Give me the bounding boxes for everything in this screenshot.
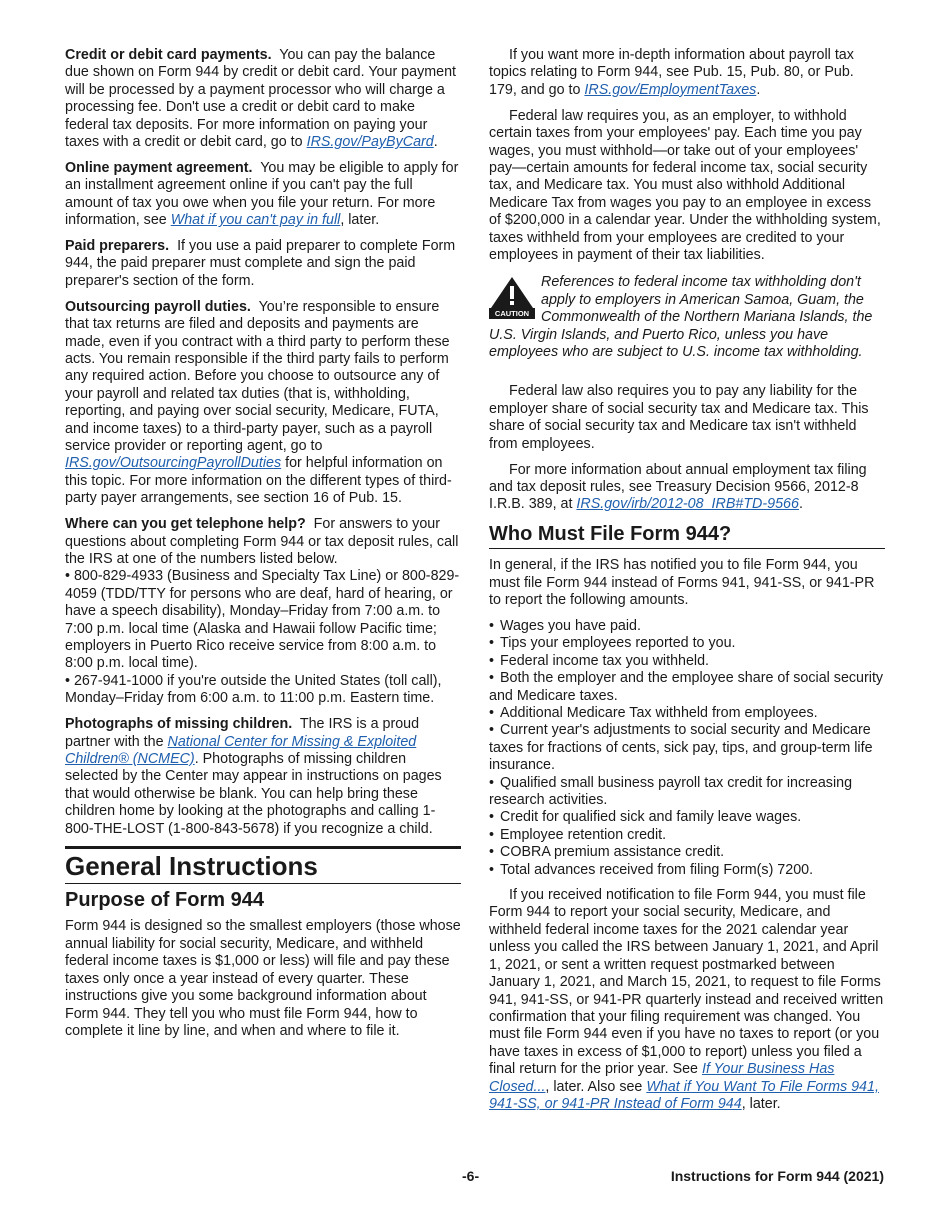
paragraph-text: If you use a paid preparer to complete Form 944, the paid preparer must complete and sign the paid preparer's section of the form. <box>65 238 456 289</box>
run-in-heading: Photographs of missing children. <box>65 716 293 733</box>
paragraph-telephone-help <box>65 516 461 568</box>
bullet-text: 800-829-4933 (Business and Specialty Tax Line) or 800-829-4059 (TDD/TTY for persons who are deaf, hard of hearing, or have a speech disability), Monday–Friday from 7:00 a.m. to 7:00 p.m. local time (Alaska and Hawaii follow Pacific time; employers in Puerto Rico receive service from 8:00 a.m. to 8:00 p.m. local time). <box>65 568 460 672</box>
bullet-text: 267-941-1000 if you're outside the United States (toll call), Monday–Friday from 6:00 a.m. to 11:00 p.m. Eastern time. <box>65 672 442 707</box>
list-item: • Both the employer and the employee share of social security and Medicare taxes. <box>489 670 885 705</box>
paragraph-text-end: for helpful information on this topic. For more information on the different types of third-party payer arrangements, see section 16 of Pub. 15. <box>65 455 452 507</box>
run-in-heading: Online payment agreement. <box>65 159 253 176</box>
paragraph-notification <box>489 887 885 1113</box>
caution-icon <box>489 276 535 320</box>
link-cant-pay-in-full[interactable]: What if you can't pay in full <box>170 212 341 229</box>
paragraph-outsourcing <box>65 299 461 508</box>
heading-who-must-file: Who Must File Form 944? <box>489 522 885 549</box>
paragraph-text: You can pay the balance due shown on Form 944 by credit or debit card. Your payment will be processed by a payment processor who will charge a processing fee. Don't use a credit or debit card to make federal tax deposits. For more information on paying your taxes with a credit or debit card, go to <box>65 47 457 151</box>
link-irb-td-9566[interactable]: IRS.gov/irb/2012-08_IRB#TD-9566 <box>576 496 799 513</box>
paragraph-text-end: , later. <box>340 212 380 229</box>
right-column <box>489 47 885 1122</box>
paragraph-text-end: . <box>433 134 438 151</box>
paragraph-employer-share: Federal law also requires you to pay any liability for the employer share of social security tax and Medicare tax. This share of social security tax and Medicare tax isn't withheld from employees. <box>489 383 869 452</box>
bullet-item: • 800-829-4933 (Business and Specialty Tax Line) or 800-829-4059 (TDD/TTY for persons who are deaf, hard of hearing, or have a speech disability), Monday–Friday from 7:00 a.m. to 7:00 p.m. local time (Alaska and Hawaii follow Pacific time; employers in Puerto Rico receive service from 8:00 a.m. to 8:00 p.m. local time). <box>65 568 460 672</box>
paragraph-withhold: Federal law requires you, as an employer, to withhold certain taxes from your employees' pay. Each time you pay wages, you must withhold—or take out of your employees' pay—certain amounts for federal income tax, social security tax, and Medicare tax. You must also withhold Additional Medicare Tax from wages you pay to an employee in excess of $200,000 in a calendar year. Under the withholding system, taxes withheld from your employees are credited to your employees in payment of their tax liabilities. <box>489 107 881 263</box>
run-in-heading: Outsourcing payroll duties. <box>65 298 251 315</box>
list-item: • Credit for qualified sick and family leave wages. <box>489 809 885 826</box>
list-item: • Additional Medicare Tax withheld from employees. <box>489 705 885 722</box>
paragraph-text: If you received notification to file Form 944, you must file Form 944 to report your social security, Medicare, and withheld federal income taxes for the 2021 calendar year unless you called the IRS between January 1, 2021, and April 1, 2021, or sent a written request postmarked between January 1, 2021, and March 15, 2021, to request to file Forms 941, 941-SS, or 941-PR quarterly instead and received written confirmation that your filing requirement was changed. You must file Form 944 even if you have no taxes to report (or you have taxes in excess of $1,000 to report) unless you filed a final return for the prior year. See <box>489 887 884 1078</box>
paragraph-text: If you want more in-depth information about payroll tax topics relating to Form 944, see Pub. 15, Pub. 80, or Pub. 179, and go to <box>489 47 854 98</box>
list-item: • COBRA premium assistance credit. <box>489 844 885 861</box>
link-business-closed[interactable]: If Your Business Has Closed... <box>489 1061 835 1095</box>
list-item: • Total advances received from filing Form(s) 7200. <box>489 862 885 879</box>
paragraph-text: You may be eligible to apply for an installment agreement online if you can't pay the full amount of tax you owe when you file your return. For more information, see <box>65 159 459 229</box>
run-in-heading: Paid preparers. <box>65 238 170 255</box>
heading-general-instructions: General Instructions <box>65 846 461 884</box>
link-ncmec[interactable]: National Center for Missing & Exploited Children® (NCMEC) <box>65 733 417 767</box>
paragraph-text: For answers to your questions about completing Form 944 or tax deposit rules, call the IRS at one of the numbers listed below. <box>65 516 459 567</box>
list-item: • Wages you have paid. <box>489 618 885 635</box>
page-number: -6- <box>462 1168 480 1184</box>
list-item: • Tips your employees reported to you. <box>489 635 885 652</box>
paragraph-text: For more information about annual employment tax filing and tax deposit rules, see Treasury Decision 9566, 2012-8 I.R.B. 389, at <box>489 461 867 513</box>
list-item: • Qualified small business payroll tax credit for increasing research activities. <box>489 775 885 810</box>
amounts-list <box>489 618 885 879</box>
paragraph-online-payment <box>65 160 461 230</box>
list-item: • Federal income tax you withheld. <box>489 653 885 670</box>
link-employment-taxes[interactable]: IRS.gov/EmploymentTaxes <box>584 81 757 98</box>
heading-purpose: Purpose of Form 944 <box>65 889 264 912</box>
paragraph-credit-card <box>65 47 461 151</box>
paragraph-text: The IRS is a proud partner with the <box>65 716 420 750</box>
paragraph-treasury-decision <box>489 462 885 514</box>
caution-note <box>489 274 885 361</box>
left-column <box>65 47 461 1049</box>
caution-label: CAUTION <box>489 308 535 319</box>
link-paybycard[interactable]: IRS.gov/PayByCard <box>306 134 434 151</box>
bullet-item: • 267-941-1000 if you're outside the United States (toll call), Monday–Friday from 6:00 a.m. to 11:00 p.m. Eastern time. <box>65 672 442 707</box>
caution-text: References to federal income tax withholding don't apply to employers in American Samoa, Guam, the Commonwealth of the Northern Mariana Islands, the U.S. Virgin Islands, and Puerto Rico, unless you have employees who are subject to U.S. income tax withholding. <box>489 274 873 360</box>
paragraph-text-end: . Photographs of missing children selected by the Center may appear in instructions on pages that would otherwise be blank. You can help bring these children home by looking at the photographs and calling 1-800-THE-LOST (1-800-843-5678) if you recognize a child. <box>65 750 442 837</box>
paragraph-text-end: , later. <box>741 1095 781 1112</box>
paragraph-who-must-file: In general, if the IRS has notified you to file Form 944, you must file Form 944 instead of Forms 941, 941-SS, or 941-PR to report the following amounts. <box>489 557 875 609</box>
paragraph-text-end: . <box>798 496 803 513</box>
paragraph-more-info <box>489 47 885 99</box>
paragraph-text-mid: , later. Also see <box>545 1078 647 1095</box>
link-file-941-instead[interactable]: What if You Want To File Forms 941, 941-SS, or 941-PR Instead of Form 944 <box>489 1078 879 1112</box>
list-item: • Current year's adjustments to social security and Medicare taxes for fractions of cents, sick pay, tips, and group-term life insurance. <box>489 722 885 774</box>
footer-doc-title: Instructions for Form 944 (2021) <box>670 1168 884 1184</box>
paragraph-missing-children <box>65 716 461 838</box>
list-item: • Employee retention credit. <box>489 827 885 844</box>
paragraph-purpose: Form 944 is designed so the smallest employers (those whose annual liability for social security, Medicare, and withheld federal income taxes is $1,000 or less) will file and pay these taxes only once a year instead of every quarter. These instructions give you some background information about Form 944. They tell you who must file Form 944, how to complete it line by line, and when and where to file it. <box>65 918 461 1039</box>
run-in-heading: Credit or debit card payments. <box>65 47 272 63</box>
link-outsourcing-payroll-duties[interactable]: IRS.gov/OutsourcingPayrollDuties <box>65 455 282 472</box>
paragraph-text-end: . <box>756 81 761 98</box>
run-in-heading: Where can you get telephone help? <box>65 516 306 533</box>
paragraph-paid-preparers <box>65 238 461 290</box>
paragraph-text: You’re responsible to ensure that tax returns are filed and deposits and payments are made, even if you contract with a third party to perform these acts. You remain responsible if the third party fails to perform any required action. Before you choose to outsource any of your payroll and related tax duties (that is, withholding, reporting, and paying over social security, Medicare, FUTA, and income taxes) to a third-party payer, such as a payroll service provider or reporting agent, go to <box>65 298 450 455</box>
